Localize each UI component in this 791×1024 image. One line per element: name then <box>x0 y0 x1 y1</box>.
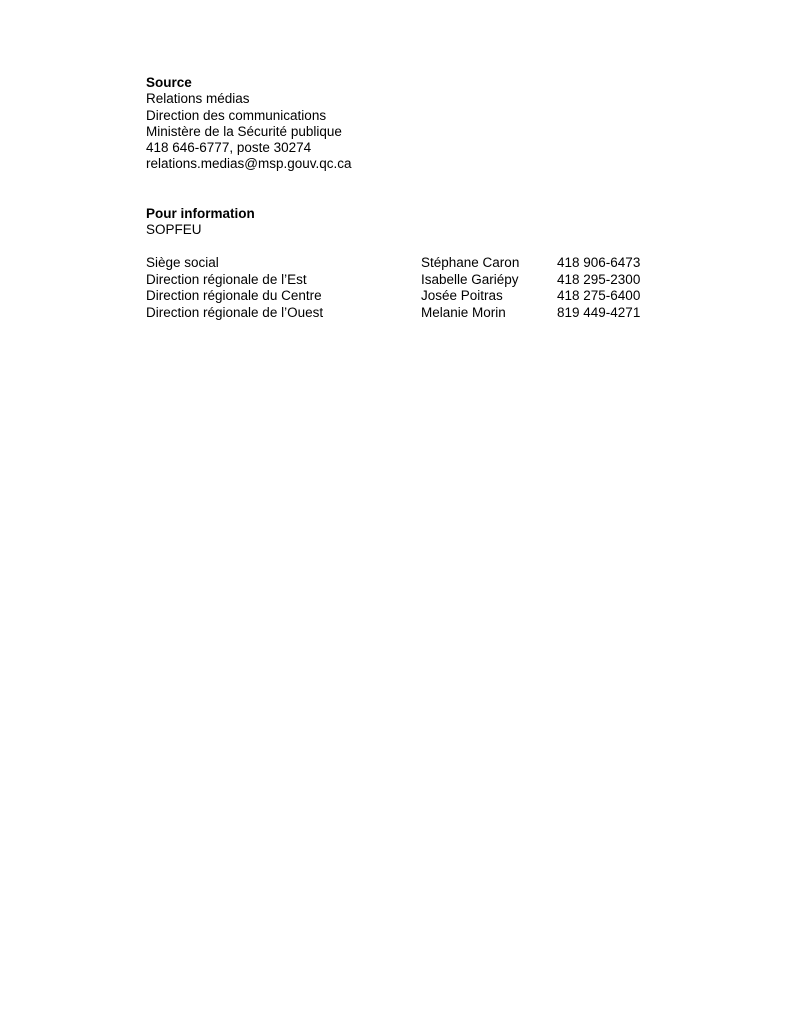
contact-phone: 819 449-4271 <box>557 304 641 320</box>
contact-phone: 418 295-2300 <box>557 271 641 287</box>
contact-phone: 418 906-6473 <box>557 255 641 270</box>
source-line-phone: 418 646-6777, poste 30274 <box>146 140 312 156</box>
info-heading: Pour information <box>146 206 255 221</box>
contact-row <box>146 272 666 289</box>
contact-office: Siège social <box>146 255 219 270</box>
info-organization: SOPFEU <box>146 222 202 238</box>
source-line-department: Relations médias <box>146 91 250 107</box>
source-line-email: relations.medias@msp.gouv.qc.ca <box>146 156 352 172</box>
contact-name: Josée Poitras <box>421 288 503 303</box>
contact-row <box>146 288 666 305</box>
info-section <box>146 206 255 239</box>
contact-office: Direction régionale du Centre <box>146 288 322 303</box>
source-section <box>146 75 352 173</box>
contact-office: Direction régionale de l’Ouest <box>146 304 324 320</box>
source-line-ministry: Ministère de la Sécurité publique <box>146 123 342 139</box>
contact-row <box>146 255 666 272</box>
contact-name: Stéphane Caron <box>421 255 520 270</box>
contacts-table <box>146 255 666 321</box>
contact-office: Direction régionale de l’Est <box>146 271 307 287</box>
contact-name: Isabelle Gariépy <box>421 271 519 287</box>
contact-row <box>146 305 666 322</box>
source-line-direction: Direction des communications <box>146 107 327 123</box>
source-heading: Source <box>146 75 192 90</box>
contact-name: Melanie Morin <box>421 304 506 320</box>
contact-phone: 418 275-6400 <box>557 288 641 303</box>
